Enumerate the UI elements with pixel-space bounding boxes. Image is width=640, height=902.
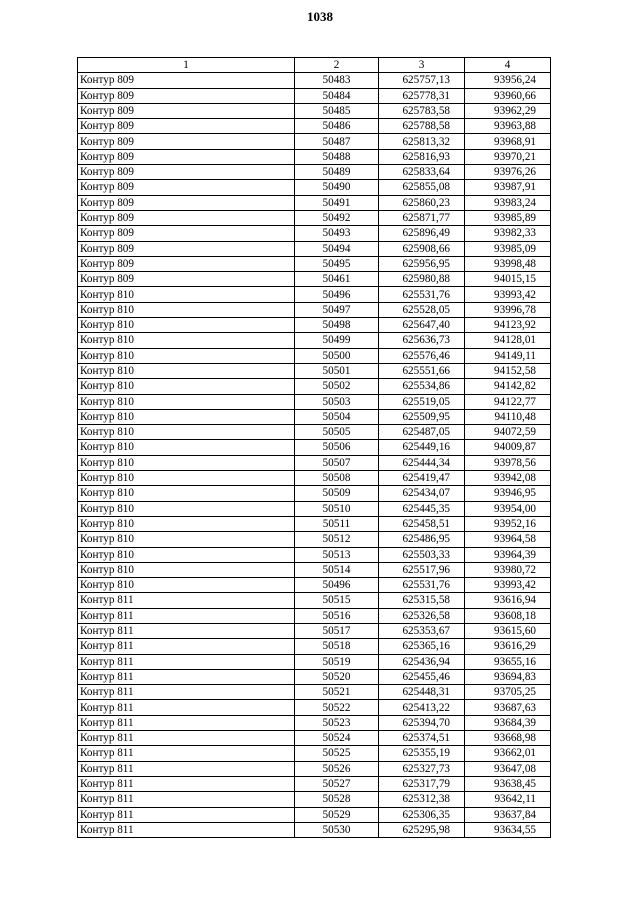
y-coordinate-cell: 93956,24 bbox=[465, 73, 551, 88]
x-coordinate-cell: 625783,58 bbox=[379, 103, 465, 118]
point-number-cell: 50495 bbox=[295, 256, 379, 271]
point-number-cell: 50526 bbox=[295, 761, 379, 776]
contour-name-cell: Контур 811 bbox=[78, 731, 295, 746]
y-coordinate-cell: 93968,91 bbox=[465, 134, 551, 149]
contour-name-cell: Контур 810 bbox=[78, 348, 295, 363]
x-coordinate-cell: 625908,66 bbox=[379, 241, 465, 256]
x-coordinate-cell: 625534,86 bbox=[379, 379, 465, 394]
table-row bbox=[78, 119, 551, 134]
x-coordinate-cell: 625871,77 bbox=[379, 210, 465, 225]
point-number-cell: 50518 bbox=[295, 639, 379, 654]
table-row bbox=[78, 578, 551, 593]
y-coordinate-cell: 93655,16 bbox=[465, 654, 551, 669]
contour-name-cell: Контур 810 bbox=[78, 471, 295, 486]
table-row bbox=[78, 623, 551, 638]
x-coordinate-cell: 625956,95 bbox=[379, 256, 465, 271]
contour-name-cell: Контур 809 bbox=[78, 149, 295, 164]
contour-name-cell: Контур 809 bbox=[78, 180, 295, 195]
table-body bbox=[78, 73, 551, 838]
contour-name-cell: Контур 811 bbox=[78, 685, 295, 700]
point-number-cell: 50497 bbox=[295, 302, 379, 317]
point-number-cell: 50490 bbox=[295, 180, 379, 195]
y-coordinate-cell: 93705,25 bbox=[465, 685, 551, 700]
table-row bbox=[78, 333, 551, 348]
point-number-cell: 50511 bbox=[295, 516, 379, 531]
y-coordinate-cell: 93647,08 bbox=[465, 761, 551, 776]
table-row bbox=[78, 455, 551, 470]
x-coordinate-cell: 625503,33 bbox=[379, 547, 465, 562]
y-coordinate-cell: 93638,45 bbox=[465, 776, 551, 791]
y-coordinate-cell: 93996,78 bbox=[465, 302, 551, 317]
x-coordinate-cell: 625436,94 bbox=[379, 654, 465, 669]
table-row bbox=[78, 700, 551, 715]
coordinates-table bbox=[77, 57, 551, 838]
table-row bbox=[78, 379, 551, 394]
contour-name-cell: Контур 811 bbox=[78, 715, 295, 730]
point-number-cell: 50501 bbox=[295, 363, 379, 378]
point-number-cell: 50488 bbox=[295, 149, 379, 164]
y-coordinate-cell: 94122,77 bbox=[465, 394, 551, 409]
x-coordinate-cell: 625551,66 bbox=[379, 363, 465, 378]
x-coordinate-cell: 625813,32 bbox=[379, 134, 465, 149]
point-number-cell: 50461 bbox=[295, 272, 379, 287]
contour-name-cell: Контур 811 bbox=[78, 608, 295, 623]
y-coordinate-cell: 93987,91 bbox=[465, 180, 551, 195]
table-row bbox=[78, 88, 551, 103]
table-row bbox=[78, 134, 551, 149]
y-coordinate-cell: 93978,56 bbox=[465, 455, 551, 470]
table-row bbox=[78, 715, 551, 730]
x-coordinate-cell: 625486,95 bbox=[379, 532, 465, 547]
point-number-cell: 50513 bbox=[295, 547, 379, 562]
y-coordinate-cell: 93982,33 bbox=[465, 226, 551, 241]
table-row bbox=[78, 210, 551, 225]
header-row bbox=[78, 58, 551, 73]
contour-name-cell: Контур 811 bbox=[78, 654, 295, 669]
y-coordinate-cell: 94142,82 bbox=[465, 379, 551, 394]
table-row bbox=[78, 363, 551, 378]
contour-name-cell: Контур 809 bbox=[78, 88, 295, 103]
point-number-cell: 50516 bbox=[295, 608, 379, 623]
x-coordinate-cell: 625647,40 bbox=[379, 318, 465, 333]
y-coordinate-cell: 93942,08 bbox=[465, 471, 551, 486]
table-row bbox=[78, 776, 551, 791]
y-coordinate-cell: 93616,29 bbox=[465, 639, 551, 654]
x-coordinate-cell: 625419,47 bbox=[379, 471, 465, 486]
table-row bbox=[78, 256, 551, 271]
point-number-cell: 50489 bbox=[295, 165, 379, 180]
point-number-cell: 50506 bbox=[295, 440, 379, 455]
point-number-cell: 50498 bbox=[295, 318, 379, 333]
contour-name-cell: Контур 811 bbox=[78, 700, 295, 715]
table-row bbox=[78, 272, 551, 287]
table-row bbox=[78, 348, 551, 363]
point-number-cell: 50483 bbox=[295, 73, 379, 88]
contour-name-cell: Контур 810 bbox=[78, 440, 295, 455]
point-number-cell: 50503 bbox=[295, 394, 379, 409]
point-number-cell: 50527 bbox=[295, 776, 379, 791]
point-number-cell: 50504 bbox=[295, 409, 379, 424]
y-coordinate-cell: 93954,00 bbox=[465, 501, 551, 516]
contour-name-cell: Контур 811 bbox=[78, 807, 295, 822]
point-number-cell: 50505 bbox=[295, 425, 379, 440]
point-number-cell: 50524 bbox=[295, 731, 379, 746]
y-coordinate-cell: 93960,66 bbox=[465, 88, 551, 103]
x-coordinate-cell: 625353,67 bbox=[379, 623, 465, 638]
contour-name-cell: Контур 809 bbox=[78, 256, 295, 271]
table-row bbox=[78, 501, 551, 516]
table-row bbox=[78, 103, 551, 118]
x-coordinate-cell: 625778,31 bbox=[379, 88, 465, 103]
point-number-cell: 50507 bbox=[295, 455, 379, 470]
y-coordinate-cell: 94110,48 bbox=[465, 409, 551, 424]
x-coordinate-cell: 625896,49 bbox=[379, 226, 465, 241]
x-coordinate-cell: 625855,08 bbox=[379, 180, 465, 195]
y-coordinate-cell: 93946,95 bbox=[465, 486, 551, 501]
point-number-cell: 50529 bbox=[295, 807, 379, 822]
y-coordinate-cell: 93970,21 bbox=[465, 149, 551, 164]
contour-name-cell: Контур 809 bbox=[78, 226, 295, 241]
x-coordinate-cell: 625455,46 bbox=[379, 669, 465, 684]
x-coordinate-cell: 625355,19 bbox=[379, 746, 465, 761]
contour-name-cell: Контур 810 bbox=[78, 379, 295, 394]
y-coordinate-cell: 93998,48 bbox=[465, 256, 551, 271]
x-coordinate-cell: 625860,23 bbox=[379, 195, 465, 210]
point-number-cell: 50520 bbox=[295, 669, 379, 684]
table-row bbox=[78, 73, 551, 88]
contour-name-cell: Контур 810 bbox=[78, 578, 295, 593]
x-coordinate-cell: 625434,07 bbox=[379, 486, 465, 501]
y-coordinate-cell: 94149,11 bbox=[465, 348, 551, 363]
page-number: 1038 bbox=[307, 9, 333, 24]
y-coordinate-cell: 94072,59 bbox=[465, 425, 551, 440]
y-coordinate-cell: 94009,87 bbox=[465, 440, 551, 455]
table-row bbox=[78, 685, 551, 700]
x-coordinate-cell: 625444,34 bbox=[379, 455, 465, 470]
point-number-cell: 50496 bbox=[295, 287, 379, 302]
y-coordinate-cell: 93616,94 bbox=[465, 593, 551, 608]
table-row bbox=[78, 669, 551, 684]
x-coordinate-cell: 625327,73 bbox=[379, 761, 465, 776]
x-coordinate-cell: 625458,51 bbox=[379, 516, 465, 531]
contour-name-cell: Контур 811 bbox=[78, 822, 295, 837]
x-coordinate-cell: 625312,38 bbox=[379, 792, 465, 807]
x-coordinate-cell: 625317,79 bbox=[379, 776, 465, 791]
table-row bbox=[78, 149, 551, 164]
point-number-cell: 50509 bbox=[295, 486, 379, 501]
table-row bbox=[78, 486, 551, 501]
table-row bbox=[78, 318, 551, 333]
y-coordinate-cell: 93642,11 bbox=[465, 792, 551, 807]
point-number-cell: 50502 bbox=[295, 379, 379, 394]
point-number-cell: 50521 bbox=[295, 685, 379, 700]
column-header-2: 2 bbox=[295, 58, 379, 73]
x-coordinate-cell: 625517,96 bbox=[379, 562, 465, 577]
table-header bbox=[78, 58, 551, 73]
x-coordinate-cell: 625519,05 bbox=[379, 394, 465, 409]
table-row bbox=[78, 593, 551, 608]
y-coordinate-cell: 93980,72 bbox=[465, 562, 551, 577]
x-coordinate-cell: 625326,58 bbox=[379, 608, 465, 623]
x-coordinate-cell: 625833,64 bbox=[379, 165, 465, 180]
x-coordinate-cell: 625528,05 bbox=[379, 302, 465, 317]
x-coordinate-cell: 625374,51 bbox=[379, 731, 465, 746]
point-number-cell: 50486 bbox=[295, 119, 379, 134]
contour-name-cell: Контур 811 bbox=[78, 639, 295, 654]
table-row bbox=[78, 471, 551, 486]
contour-name-cell: Контур 811 bbox=[78, 761, 295, 776]
point-number-cell: 50523 bbox=[295, 715, 379, 730]
y-coordinate-cell: 94128,01 bbox=[465, 333, 551, 348]
y-coordinate-cell: 93976,26 bbox=[465, 165, 551, 180]
point-number-cell: 50515 bbox=[295, 593, 379, 608]
table-row bbox=[78, 547, 551, 562]
y-coordinate-cell: 93684,39 bbox=[465, 715, 551, 730]
y-coordinate-cell: 93694,83 bbox=[465, 669, 551, 684]
contour-name-cell: Контур 810 bbox=[78, 363, 295, 378]
column-header-1: 1 bbox=[78, 58, 295, 73]
contour-name-cell: Контур 809 bbox=[78, 119, 295, 134]
x-coordinate-cell: 625413,22 bbox=[379, 700, 465, 715]
y-coordinate-cell: 93985,89 bbox=[465, 210, 551, 225]
point-number-cell: 50530 bbox=[295, 822, 379, 837]
contour-name-cell: Контур 811 bbox=[78, 623, 295, 638]
y-coordinate-cell: 93963,88 bbox=[465, 119, 551, 134]
x-coordinate-cell: 625636,73 bbox=[379, 333, 465, 348]
y-coordinate-cell: 93964,58 bbox=[465, 532, 551, 547]
contour-name-cell: Контур 810 bbox=[78, 486, 295, 501]
y-coordinate-cell: 94152,58 bbox=[465, 363, 551, 378]
x-coordinate-cell: 625757,13 bbox=[379, 73, 465, 88]
contour-name-cell: Контур 810 bbox=[78, 547, 295, 562]
y-coordinate-cell: 93634,55 bbox=[465, 822, 551, 837]
contour-name-cell: Контур 811 bbox=[78, 746, 295, 761]
contour-name-cell: Контур 809 bbox=[78, 241, 295, 256]
contour-name-cell: Контур 811 bbox=[78, 776, 295, 791]
contour-name-cell: Контур 810 bbox=[78, 333, 295, 348]
contour-name-cell: Контур 810 bbox=[78, 532, 295, 547]
column-header-4: 4 bbox=[465, 58, 551, 73]
table-row bbox=[78, 792, 551, 807]
point-number-cell: 50525 bbox=[295, 746, 379, 761]
point-number-cell: 50510 bbox=[295, 501, 379, 516]
contour-name-cell: Контур 810 bbox=[78, 501, 295, 516]
point-number-cell: 50508 bbox=[295, 471, 379, 486]
table-row bbox=[78, 440, 551, 455]
point-number-cell: 50485 bbox=[295, 103, 379, 118]
contour-name-cell: Контур 809 bbox=[78, 272, 295, 287]
point-number-cell: 50500 bbox=[295, 348, 379, 363]
table-row bbox=[78, 807, 551, 822]
x-coordinate-cell: 625531,76 bbox=[379, 287, 465, 302]
contour-name-cell: Контур 809 bbox=[78, 73, 295, 88]
point-number-cell: 50528 bbox=[295, 792, 379, 807]
point-number-cell: 50517 bbox=[295, 623, 379, 638]
column-header-3: 3 bbox=[379, 58, 465, 73]
table-row bbox=[78, 394, 551, 409]
table-row bbox=[78, 180, 551, 195]
table-row bbox=[78, 516, 551, 531]
y-coordinate-cell: 93637,84 bbox=[465, 807, 551, 822]
contour-name-cell: Контур 809 bbox=[78, 134, 295, 149]
y-coordinate-cell: 94015,15 bbox=[465, 272, 551, 287]
table-row bbox=[78, 165, 551, 180]
x-coordinate-cell: 625487,05 bbox=[379, 425, 465, 440]
table-row bbox=[78, 287, 551, 302]
table-row bbox=[78, 761, 551, 776]
point-number-cell: 50522 bbox=[295, 700, 379, 715]
contour-name-cell: Контур 810 bbox=[78, 287, 295, 302]
x-coordinate-cell: 625980,88 bbox=[379, 272, 465, 287]
point-number-cell: 50491 bbox=[295, 195, 379, 210]
contour-name-cell: Контур 810 bbox=[78, 394, 295, 409]
contour-name-cell: Контур 810 bbox=[78, 455, 295, 470]
contour-name-cell: Контур 810 bbox=[78, 516, 295, 531]
x-coordinate-cell: 625445,35 bbox=[379, 501, 465, 516]
x-coordinate-cell: 625306,35 bbox=[379, 807, 465, 822]
contour-name-cell: Контур 811 bbox=[78, 593, 295, 608]
contour-name-cell: Контур 809 bbox=[78, 195, 295, 210]
point-number-cell: 50484 bbox=[295, 88, 379, 103]
table-row bbox=[78, 562, 551, 577]
y-coordinate-cell: 93662,01 bbox=[465, 746, 551, 761]
point-number-cell: 50499 bbox=[295, 333, 379, 348]
x-coordinate-cell: 625315,58 bbox=[379, 593, 465, 608]
y-coordinate-cell: 93983,24 bbox=[465, 195, 551, 210]
y-coordinate-cell: 93668,98 bbox=[465, 731, 551, 746]
x-coordinate-cell: 625394,70 bbox=[379, 715, 465, 730]
y-coordinate-cell: 94123,92 bbox=[465, 318, 551, 333]
y-coordinate-cell: 93993,42 bbox=[465, 287, 551, 302]
x-coordinate-cell: 625295,98 bbox=[379, 822, 465, 837]
table-row bbox=[78, 226, 551, 241]
point-number-cell: 50514 bbox=[295, 562, 379, 577]
y-coordinate-cell: 93985,09 bbox=[465, 241, 551, 256]
point-number-cell: 50512 bbox=[295, 532, 379, 547]
point-number-cell: 50519 bbox=[295, 654, 379, 669]
point-number-cell: 50496 bbox=[295, 578, 379, 593]
point-number-cell: 50492 bbox=[295, 210, 379, 225]
y-coordinate-cell: 93687,63 bbox=[465, 700, 551, 715]
contour-name-cell: Контур 809 bbox=[78, 103, 295, 118]
contour-name-cell: Контур 811 bbox=[78, 792, 295, 807]
table-row bbox=[78, 195, 551, 210]
contour-name-cell: Контур 810 bbox=[78, 409, 295, 424]
point-number-cell: 50494 bbox=[295, 241, 379, 256]
x-coordinate-cell: 625788,58 bbox=[379, 119, 465, 134]
y-coordinate-cell: 93952,16 bbox=[465, 516, 551, 531]
contour-name-cell: Контур 810 bbox=[78, 425, 295, 440]
contour-name-cell: Контур 810 bbox=[78, 318, 295, 333]
table-row bbox=[78, 409, 551, 424]
point-number-cell: 50493 bbox=[295, 226, 379, 241]
x-coordinate-cell: 625509,95 bbox=[379, 409, 465, 424]
table-row bbox=[78, 532, 551, 547]
table-row bbox=[78, 608, 551, 623]
contour-name-cell: Контур 809 bbox=[78, 165, 295, 180]
table-row bbox=[78, 425, 551, 440]
contour-name-cell: Контур 811 bbox=[78, 669, 295, 684]
y-coordinate-cell: 93615,60 bbox=[465, 623, 551, 638]
x-coordinate-cell: 625816,93 bbox=[379, 149, 465, 164]
x-coordinate-cell: 625576,46 bbox=[379, 348, 465, 363]
table-row bbox=[78, 654, 551, 669]
contour-name-cell: Контур 809 bbox=[78, 210, 295, 225]
x-coordinate-cell: 625449,16 bbox=[379, 440, 465, 455]
y-coordinate-cell: 93993,42 bbox=[465, 578, 551, 593]
table-row bbox=[78, 302, 551, 317]
y-coordinate-cell: 93964,39 bbox=[465, 547, 551, 562]
x-coordinate-cell: 625531,76 bbox=[379, 578, 465, 593]
contour-name-cell: Контур 810 bbox=[78, 562, 295, 577]
contour-name-cell: Контур 810 bbox=[78, 302, 295, 317]
x-coordinate-cell: 625365,16 bbox=[379, 639, 465, 654]
table-row bbox=[78, 746, 551, 761]
x-coordinate-cell: 625448,31 bbox=[379, 685, 465, 700]
y-coordinate-cell: 93962,29 bbox=[465, 103, 551, 118]
y-coordinate-cell: 93608,18 bbox=[465, 608, 551, 623]
table-row bbox=[78, 731, 551, 746]
table-row bbox=[78, 822, 551, 837]
table-row bbox=[78, 241, 551, 256]
table-row bbox=[78, 639, 551, 654]
point-number-cell: 50487 bbox=[295, 134, 379, 149]
